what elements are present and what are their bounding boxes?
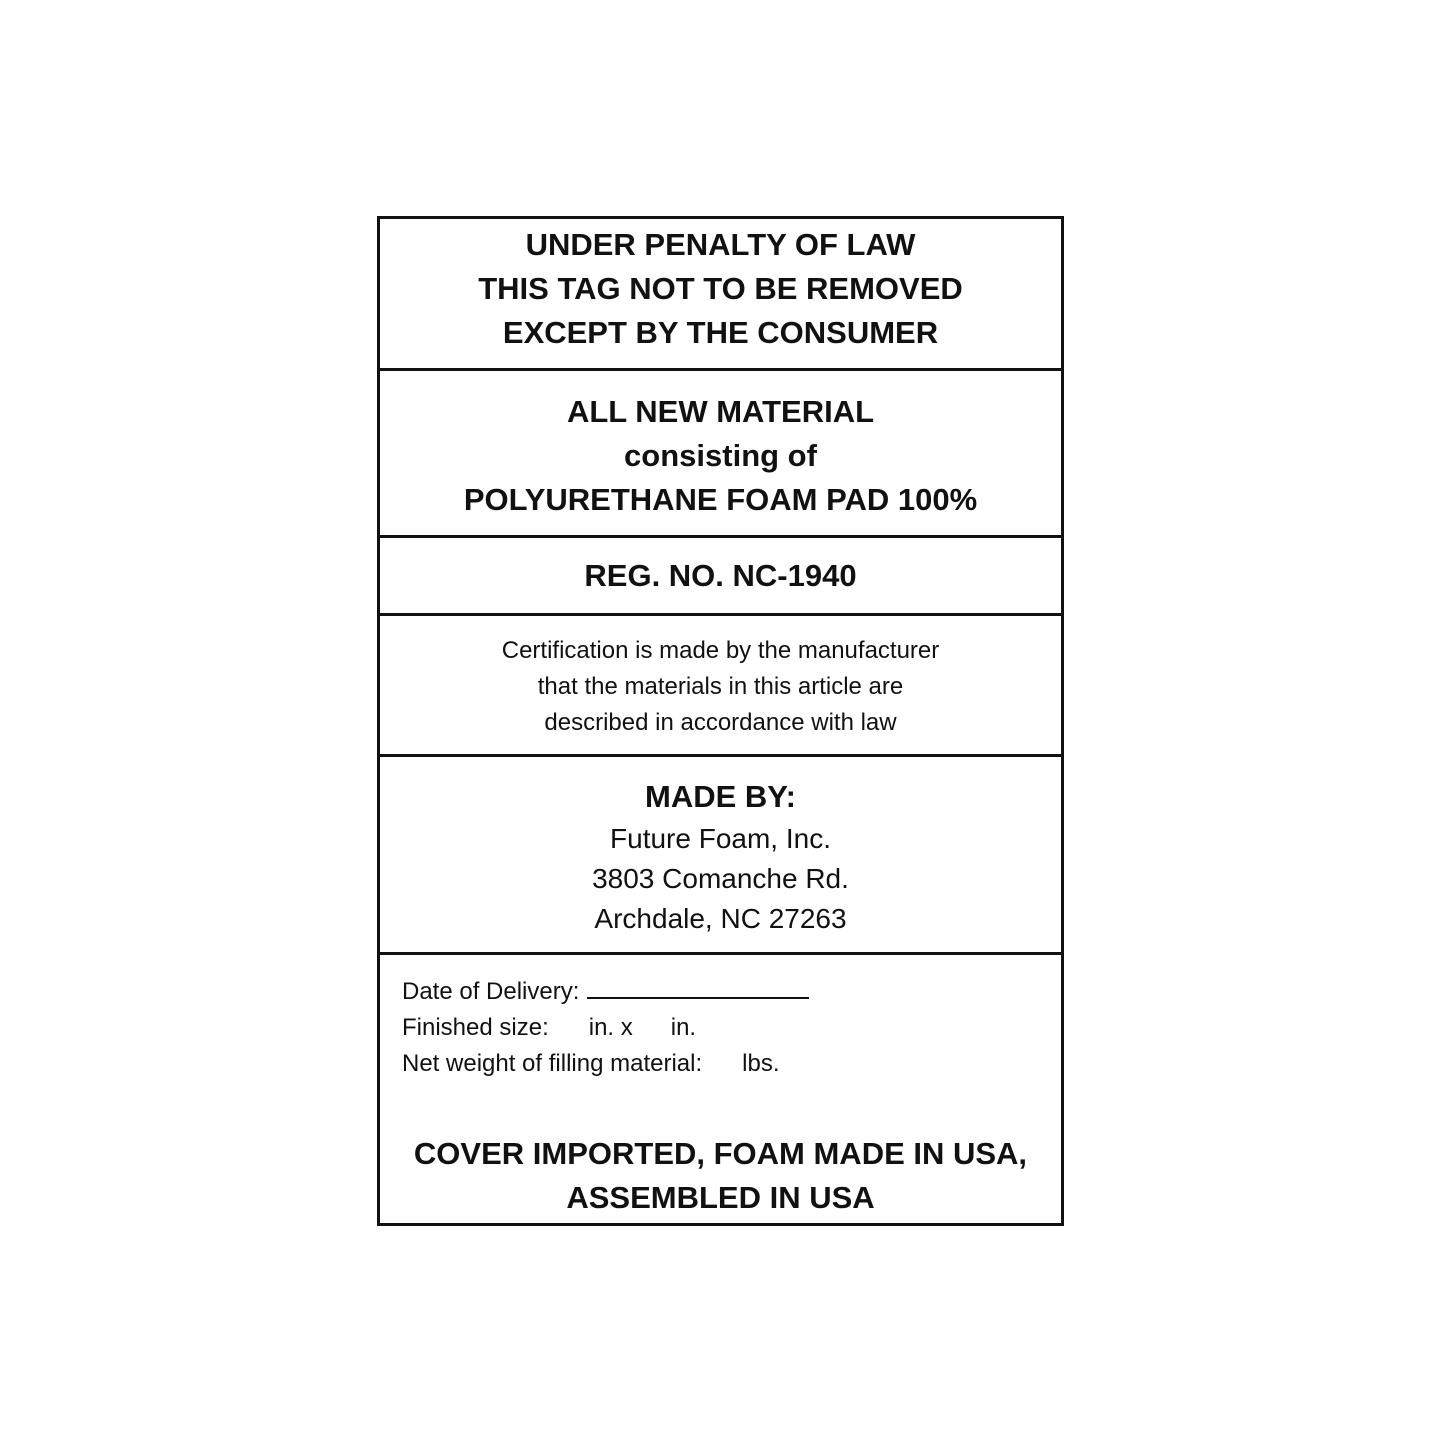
law-tag (377, 216, 1064, 1226)
material-line: consisting of (624, 438, 817, 473)
fields (380, 973, 1061, 1082)
warning-line: EXCEPT BY THE CONSUMER (502, 315, 939, 350)
material-line: ALL NEW MATERIAL (566, 394, 875, 429)
certification-section (380, 616, 1061, 757)
warning-section (380, 219, 1061, 371)
origin-line: COVER IMPORTED, FOAM MADE IN USA, (413, 1136, 1028, 1171)
registration-section (380, 538, 1061, 616)
warning-line: UNDER PENALTY OF LAW (525, 227, 916, 262)
weight-unit: lbs. (742, 1050, 780, 1077)
warning-line: THIS TAG NOT TO BE REMOVED (478, 271, 963, 306)
size-label: Finished size: (402, 1014, 549, 1041)
manufacturer-city: Archdale, NC 27263 (594, 903, 847, 934)
registration-number: REG. NO. NC-1940 (584, 558, 857, 593)
material-section (380, 371, 1061, 538)
certification-line: Certification is made by the manufacturer (501, 637, 940, 664)
certification-line: that the materials in this article are (537, 673, 904, 700)
delivery-blank (587, 973, 809, 999)
manufacturer-name: Future Foam, Inc. (610, 823, 831, 854)
material-line: POLYURETHANE FOAM PAD 100% (463, 482, 978, 517)
manufacturer-section (380, 757, 1061, 955)
made-by-heading: MADE BY: (645, 779, 796, 814)
size-unit-1: in. x (588, 1014, 633, 1041)
certification-line: described in accordance with law (544, 709, 897, 736)
details-section (380, 955, 1061, 1223)
origin-line: ASSEMBLED IN USA (566, 1180, 875, 1215)
delivery-label: Date of Delivery: (402, 978, 580, 1005)
manufacturer-street: 3803 Comanche Rd. (592, 863, 849, 894)
size-unit-2: in. (670, 1014, 697, 1041)
weight-label: Net weight of filling material: (402, 1050, 703, 1077)
